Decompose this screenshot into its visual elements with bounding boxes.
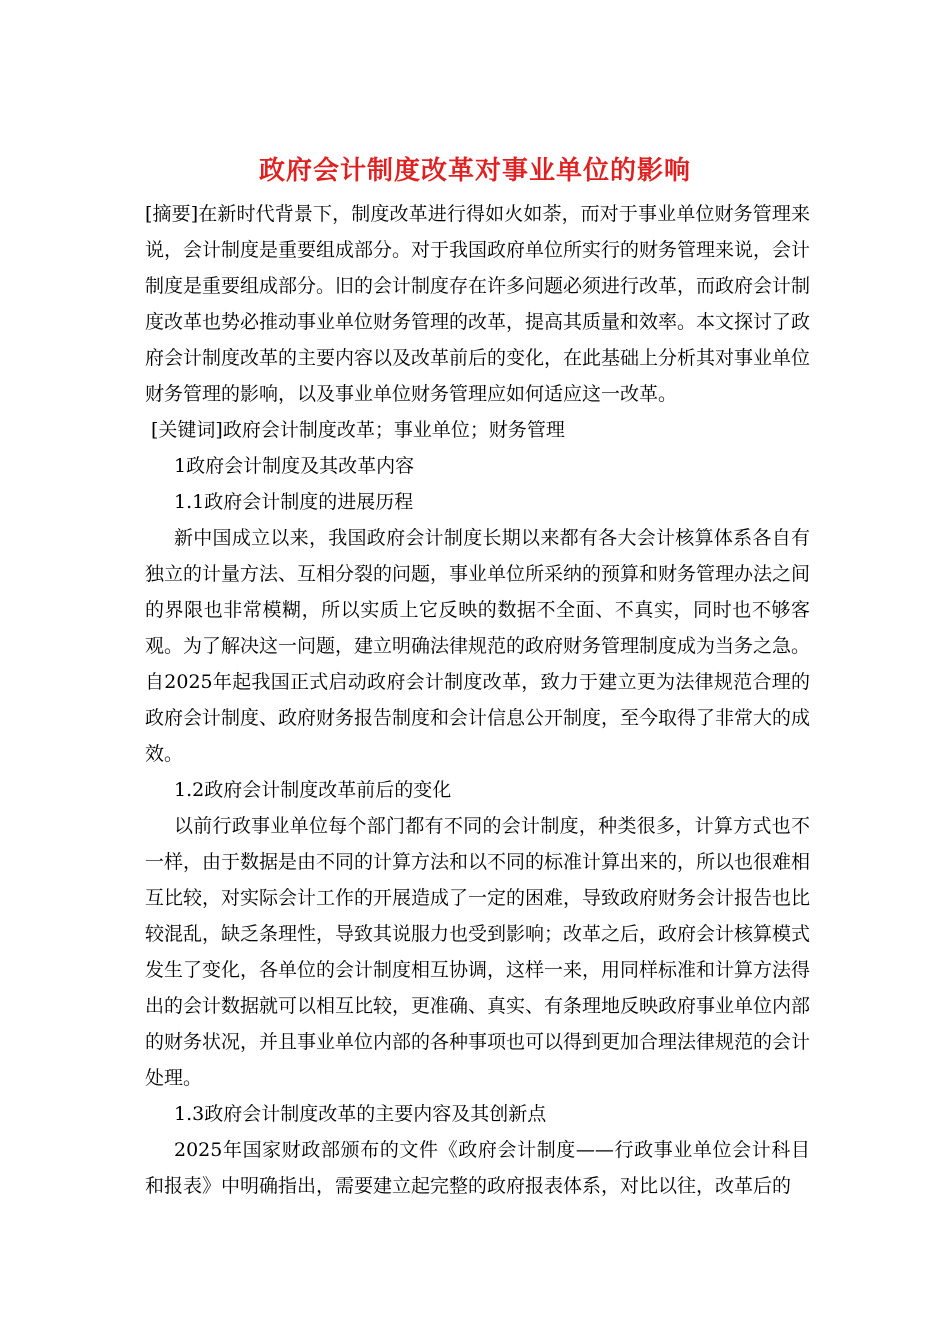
abstract-paragraph: [摘要]在新时代背景下，制度改革进行得如火如荼，而对于事业单位财务管理来说，会计制度是重要组成部分。对于我国政府单位所实行的财务管理来说，会计制度是重要组成部分。旧的会计制度存在许多问题必须进行改革，而政府会计制度改革也势必推动事业单位财务管理的改革，提高其质量和效率。本文探讨了政府会计制度改革的主要内容以及改革前后的变化，在此基础上分析其对事业单位财务管理的影响，以及事业单位财务管理应如何适应这一改革。 [145, 203, 811, 405]
keywords-line: [关键词]政府会计制度改革；事业单位；财务管理 [151, 419, 565, 441]
section-heading-1-1: 1.1政府会计制度的进展历程 [174, 491, 414, 513]
section-1-3-paragraph: 2025年国家财政部颁布的文件《政府会计制度——行政事业单位会计科目和报表》中明确指出，需要建立起完整的政府报表体系，对比以往，改革后的 [145, 1139, 810, 1197]
document-body [145, 196, 810, 1204]
section-1-1-paragraph: 新中国成立以来，我国政府会计制度长期以来都有各大会计核算体系各自有独立的计量方法、互相分裂的问题，事业单位所采纳的预算和财务管理办法之间的界限也非常模糊，所以实质上它反映的数据不全面、不真实，同时也不够客观。为了解决这一问题，建立明确法律规范的政府财务管理制度成为当务之急。自2025年起我国正式启动政府会计制度改革，致力于建立更为法律规范合理的政府会计制度、政府财务报告制度和会计信息公开制度，至今取得了非常大的成效。 [145, 527, 811, 765]
document-title: 政府会计制度改革对事业单位的影响 [258, 156, 691, 186]
section-heading-1: 1政府会计制度及其改革内容 [174, 455, 415, 477]
section-heading-1-2: 1.2政府会计制度改革前后的变化 [174, 779, 452, 801]
section-1-2-paragraph: 以前行政事业单位每个部门都有不同的会计制度，种类很多，计算方式也不一样，由于数据是由不同的计算方法和以不同的标准计算出来的，所以也很难相互比较，对实际会计工作的开展造成了一定的困难，导致政府财务会计报告也比较混乱，缺乏条理性，导致其说服力也受到影响；改革之后，政府会计核算模式发生了变化，各单位的会计制度相互协调，这样一来，用同样标准和计算方法得出的会计数据就可以相互比较，更准确、真实、有条理地反映政府事业单位内部的财务状况，并且事业单位内部的各种事项也可以得到更加合理法律规范的会计处理。 [145, 815, 811, 1089]
section-heading-1-3: 1.3政府会计制度改革的主要内容及其创新点 [174, 1103, 547, 1125]
